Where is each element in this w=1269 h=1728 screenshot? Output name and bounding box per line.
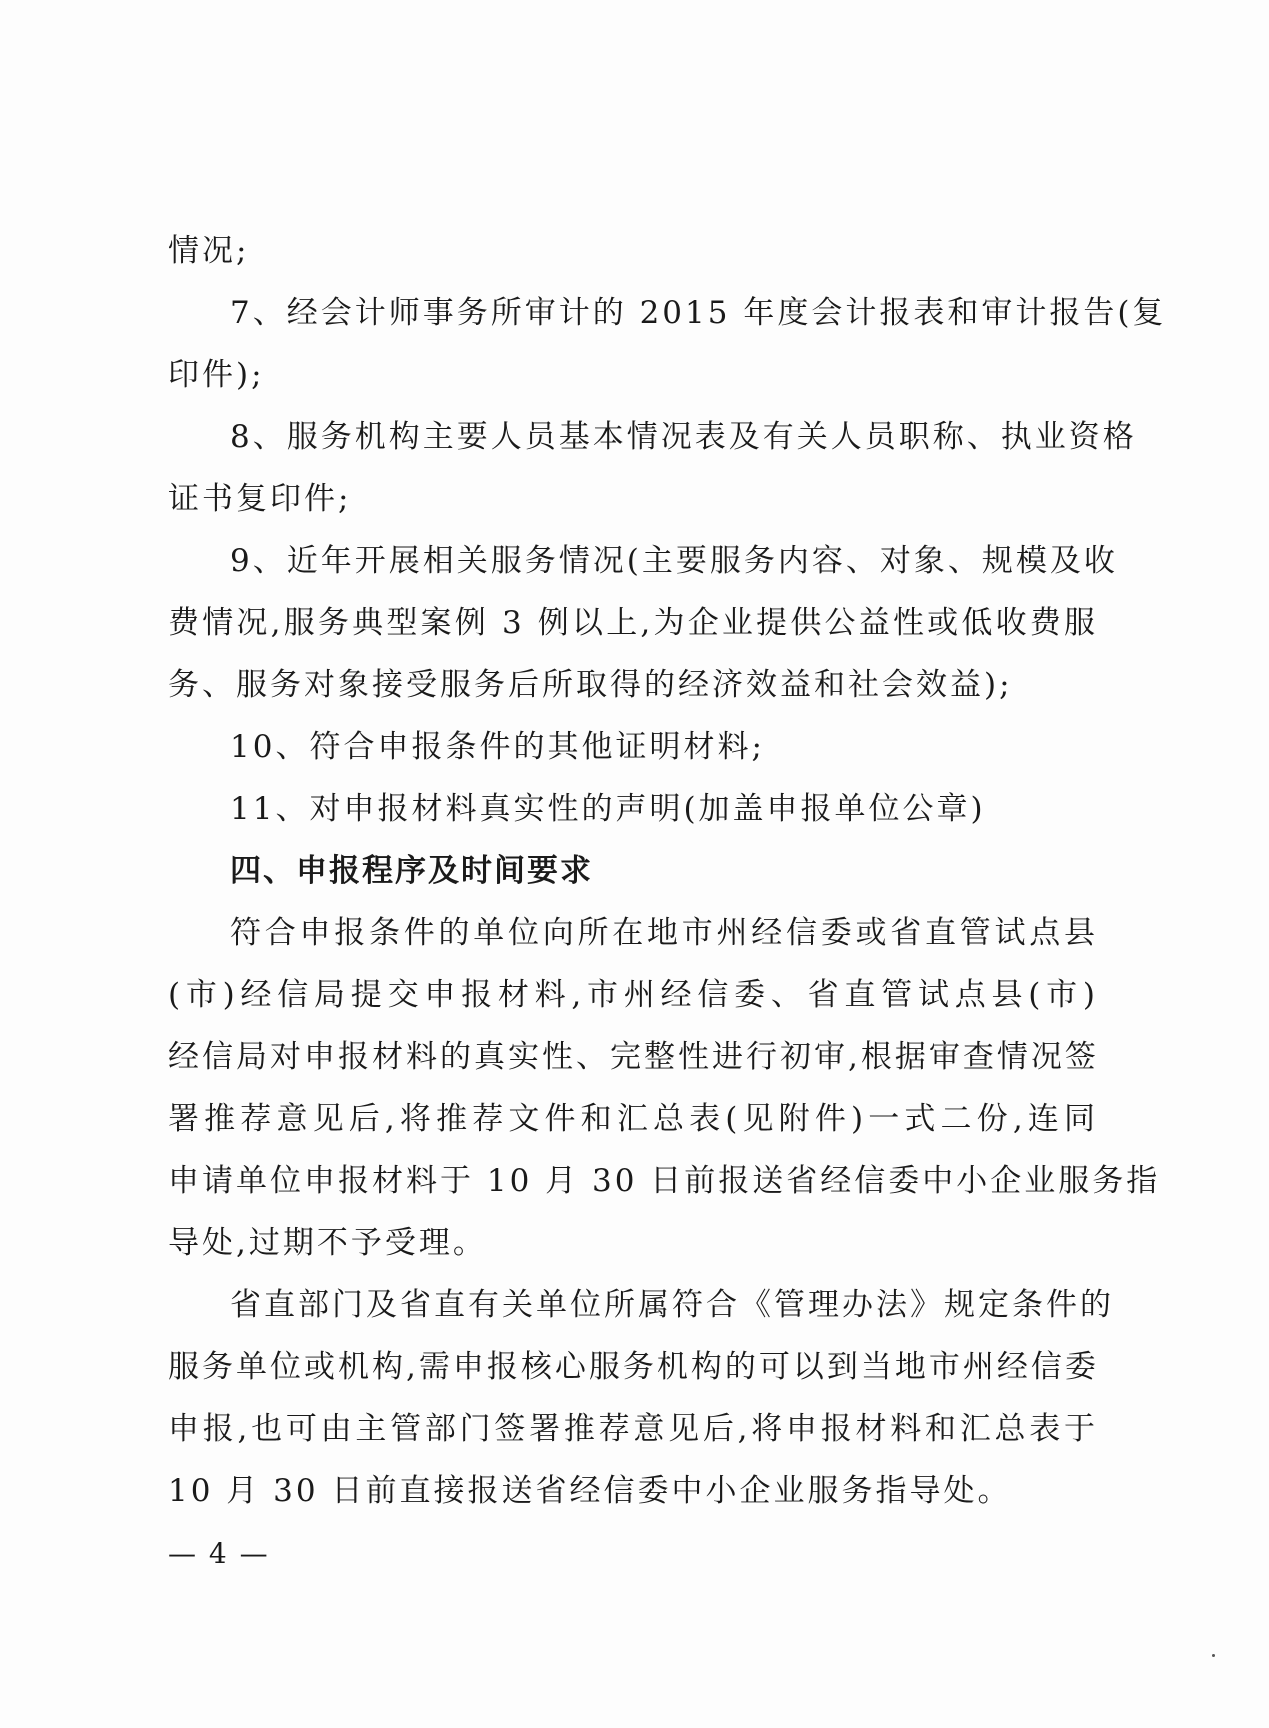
list-item-9: 9、近年开展相关服务情况(主要服务内容、对象、规模及收 (230, 543, 1118, 579)
text-line: 导处,过期不予受理。 (168, 1225, 487, 1261)
body-text (168, 220, 1167, 1522)
text-line: 服务单位或机构,需申报核心服务机构的可以到当地市州经信委 (168, 1349, 1099, 1385)
page-number: — 4 — (168, 1537, 270, 1570)
text-line: 10 月 30 日前直接报送省经信委中小企业服务指导处。 (168, 1473, 1012, 1509)
text-line: 证书复印件; (168, 481, 352, 517)
list-item-11: 11、对申报材料真实性的声明(加盖申报单位公章) (230, 791, 986, 827)
section-heading: 四、申报程序及时间要求 (230, 853, 593, 889)
text-line: (市)经信局提交申报材料,市州经信委、省直管试点县(市) (168, 977, 1098, 1013)
text-line: 费情况,服务典型案例 3 例以上,为企业提供公益性或低收费服 (168, 605, 1098, 641)
paragraph-start: 符合申报条件的单位向所在地市州经信委或省直管试点县 (230, 915, 1098, 951)
text-line: 情况; (168, 233, 250, 269)
list-item-10: 10、符合申报条件的其他证明材料; (230, 729, 765, 765)
text-line: 署推荐意见后,将推荐文件和汇总表(见附件)一式二份,连同 (168, 1101, 1098, 1137)
list-item-8: 8、服务机构主要人员基本情况表及有关人员职称、执业资格 (230, 419, 1137, 455)
text-line: 经信局对申报材料的真实性、完整性进行初审,根据审查情况签 (168, 1039, 1099, 1075)
list-item-7: 7、经会计师事务所审计的 2015 年度会计报表和审计报告(复 (230, 295, 1167, 331)
text-line: 务、服务对象接受服务后所取得的经济效益和社会效益); (168, 667, 1013, 703)
scan-speck (1212, 1654, 1215, 1657)
text-line: 申请单位申报材料于 10 月 30 日前报送省经信委中小企业服务指 (168, 1163, 1161, 1199)
text-line: 印件); (168, 357, 265, 393)
text-line: 申报,也可由主管部门签署推荐意见后,将申报材料和汇总表于 (168, 1411, 1098, 1447)
paragraph-start: 省直部门及省直有关单位所属符合《管理办法》规定条件的 (230, 1287, 1114, 1323)
